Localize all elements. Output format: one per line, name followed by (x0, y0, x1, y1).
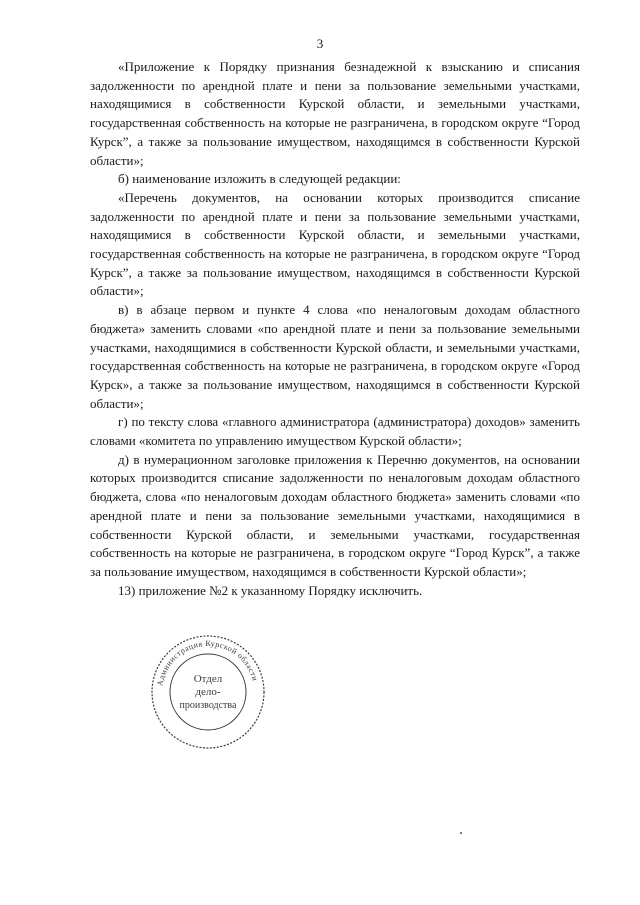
scan-speck (460, 832, 462, 834)
stamp-line-1: Отдел (193, 673, 223, 685)
paragraph-item-d: д) в нумерационном заголовке приложения к Перечню документов, на основании которых производится списание задолженности по неналоговым доходам областного бюджета, слова «по неналоговым доходам областного бюджета» заменить словами «по арендной плате и пени за пользование земельными участками, находящимися в собственности Курской области, и земельными участками, государственная собственность на которые не разграничена, в городском округе “Город Курск”, а также за пользование имуществом, находящимся в собственности Курской области»; (90, 451, 580, 579)
stamp-line-2: дело- (195, 686, 221, 698)
paragraph-list-title: «Перечень документов, на основании которых производится списание задолженности по арендной плате и пени за пользование земельными участками, находящимися в собственности Курской области, и земельными участками, государственная собственность на которые не разграничена, в городском округе “Город Курск”, а также за пользование имуществом, находящимся в собственности Курской области»; (90, 189, 580, 299)
office-stamp (148, 632, 268, 752)
paragraph-item-g: г) по тексту слова «главного администратора (администратора) доходов» заменить словами «комитета по управлению имуществом Курской области»; (90, 414, 580, 449)
paragraph-item-v: в) в абзаце первом и пункте 4 слова «по неналоговым доходам областного бюджета» заменить словами «по арендной плате и пени за пользование земельными участками, находящимися в собственности Курской области, и земельными участками, государственная собственность на которые не разграничена, в городском округе «Город Курск», а также за пользование имуществом, находящимся в собственности Курской области»; (90, 302, 580, 411)
page-number: 3 (316, 36, 324, 51)
stamp-line-3: производства (179, 700, 237, 711)
document-body (90, 58, 580, 600)
paragraph-item-13: 13) приложение №2 к указанному Порядку исключить. (118, 582, 423, 598)
paragraph-appendix-title: «Приложение к Порядку признания безнадежной к взысканию и списания задолженности по арендной плате и пени за пользование земельными участками, находящимися в собственности Курской области, и земельными участками, государственная собственность на которые не разграничена, в городском округе “Город Курск”, а также за пользование имуществом, находящимся в собственности Курской области»; (90, 59, 580, 168)
stamp-ring-text: Администрация Курской области (155, 638, 260, 687)
paragraph-item-b: б) наименование изложить в следующей редакции: (118, 171, 401, 187)
